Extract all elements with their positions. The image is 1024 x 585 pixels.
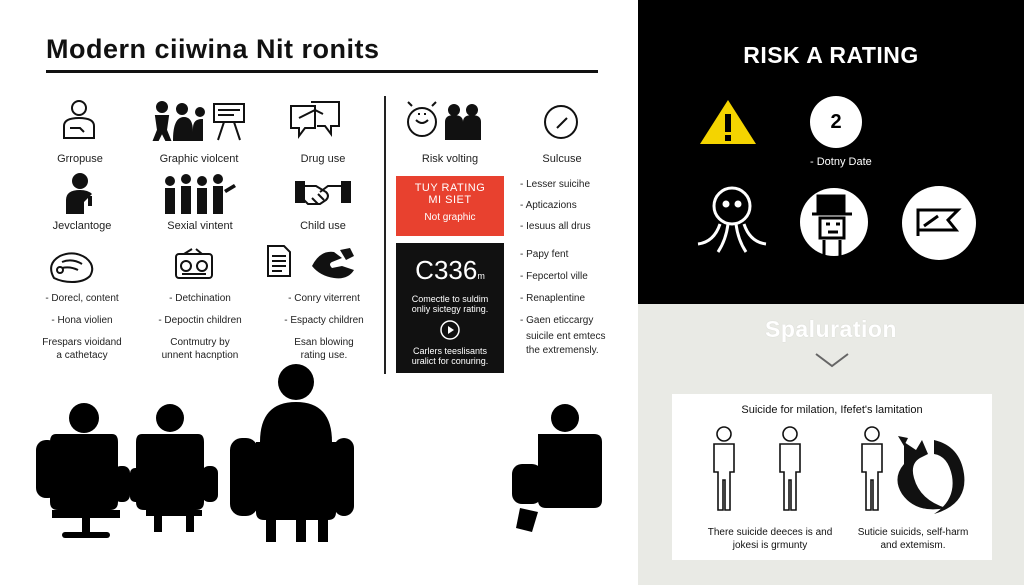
info-line3: Carlers teeslisants: [412, 346, 488, 356]
face-doc-icon: [46, 250, 96, 282]
bullet-1-0: - Dorecl, content: [45, 293, 119, 304]
label-risk-voting: Risk volting: [421, 153, 479, 165]
info-line4: uralict for conuring.: [411, 356, 489, 366]
risk-voting-icon: [404, 100, 486, 142]
title-underline: [46, 70, 598, 73]
info-big-value: C336m: [415, 255, 485, 285]
person-chat-icon: [58, 98, 100, 140]
side-bullet-4: - Fepcertol ville: [520, 271, 588, 282]
note-1-0: Frespars vioidand: [42, 337, 122, 348]
label-grropuse: Grropuse: [57, 153, 103, 165]
bullet-3-1: - Espacty children: [284, 315, 364, 326]
side-note-1: the extremensly.: [526, 345, 599, 356]
bullet-1-1: - Hona violien: [51, 315, 113, 326]
audience-silhouettes-icon: [34, 360, 354, 545]
risk-rating-title: RISK A RATING: [743, 42, 919, 68]
label-sulcuse: Sulcuse: [542, 153, 582, 165]
bullet-3-0: - Conry viterrent: [288, 293, 360, 304]
side-bullet-1: - Apticazions: [520, 200, 577, 211]
side-bullet-2: - Iesuus all drus: [520, 221, 591, 232]
label-sexial-vintent: Sexial vintent: [167, 220, 233, 232]
document-icon: [266, 244, 292, 278]
chevron-down-icon[interactable]: [814, 352, 850, 368]
note-2-0: Contmutry by: [170, 337, 230, 348]
hands-icon: [310, 246, 356, 280]
side-bullet-5: - Renaplentine: [520, 293, 586, 304]
standing-figures-icon: [704, 426, 814, 514]
note-2-1: unnent hacnption: [161, 350, 239, 361]
page-title: Modern ciiwina Nit ronits: [46, 34, 380, 64]
label-drug-use: Drug use: [300, 153, 346, 165]
label-graphic-violence: Graphic violcent: [159, 153, 239, 165]
radio-icon: [174, 248, 214, 280]
rating-line1: TUY RATING: [414, 182, 486, 194]
panel-title: Suicide for milation, Ifefet's lamitation: [741, 404, 923, 416]
column-divider: [384, 96, 386, 374]
note-1-1: a cathetacy: [56, 350, 108, 361]
side-bullet-6: - Gaen eticcargy: [520, 315, 594, 326]
rating-subtitle: - Dotny Date: [810, 156, 872, 168]
flag-icon: [902, 186, 976, 260]
side-bullet-3: - Papy fent: [520, 249, 569, 260]
caption-right: Suticie suicids, self-harm and extemism.: [857, 527, 969, 551]
handshake-icon: [294, 176, 352, 210]
person-thinking-icon: [62, 172, 102, 214]
graphic-violence-icon: [152, 100, 248, 142]
lone-chair-silhouette-icon: [510, 404, 606, 534]
info-card: [396, 243, 504, 373]
bullet-2-1: - Depoctin children: [158, 315, 242, 326]
rating-number-badge: 2: [810, 96, 862, 148]
play-icon[interactable]: [440, 320, 460, 340]
caption-left: There suicide deeces is and jokesi is grmunty: [707, 527, 833, 551]
label-child-use: Child use: [300, 220, 346, 232]
note-3-1: rating use.: [300, 350, 348, 361]
standing-figure-icon: [852, 426, 892, 514]
hat-figure-icon: [800, 188, 868, 256]
rating-line3: Not graphic: [424, 212, 476, 223]
info-line1: Comectle to suldim: [411, 294, 489, 304]
side-note-0: suicile ent emtecs: [526, 331, 606, 342]
gauge-icon: [543, 104, 579, 140]
note-3-0: Esan blowing: [294, 337, 354, 348]
info-line2: onliy sictegy rating.: [411, 304, 489, 314]
drug-use-icon: [289, 100, 341, 140]
side-bullet-0: - Lesser suicihe: [520, 179, 591, 190]
rating-badge: [396, 176, 504, 236]
group-people-icon: [162, 174, 238, 214]
warning-icon: [698, 98, 758, 146]
label-jevclantoge: Jevclantoge: [52, 220, 112, 232]
abstract-figure-icon: [894, 432, 968, 516]
rating-line2: MI SIET: [428, 194, 472, 206]
section-title: Spaluration: [764, 316, 897, 342]
octopus-figure-icon: [694, 186, 770, 256]
bullet-2-0: - Detchination: [169, 293, 231, 304]
